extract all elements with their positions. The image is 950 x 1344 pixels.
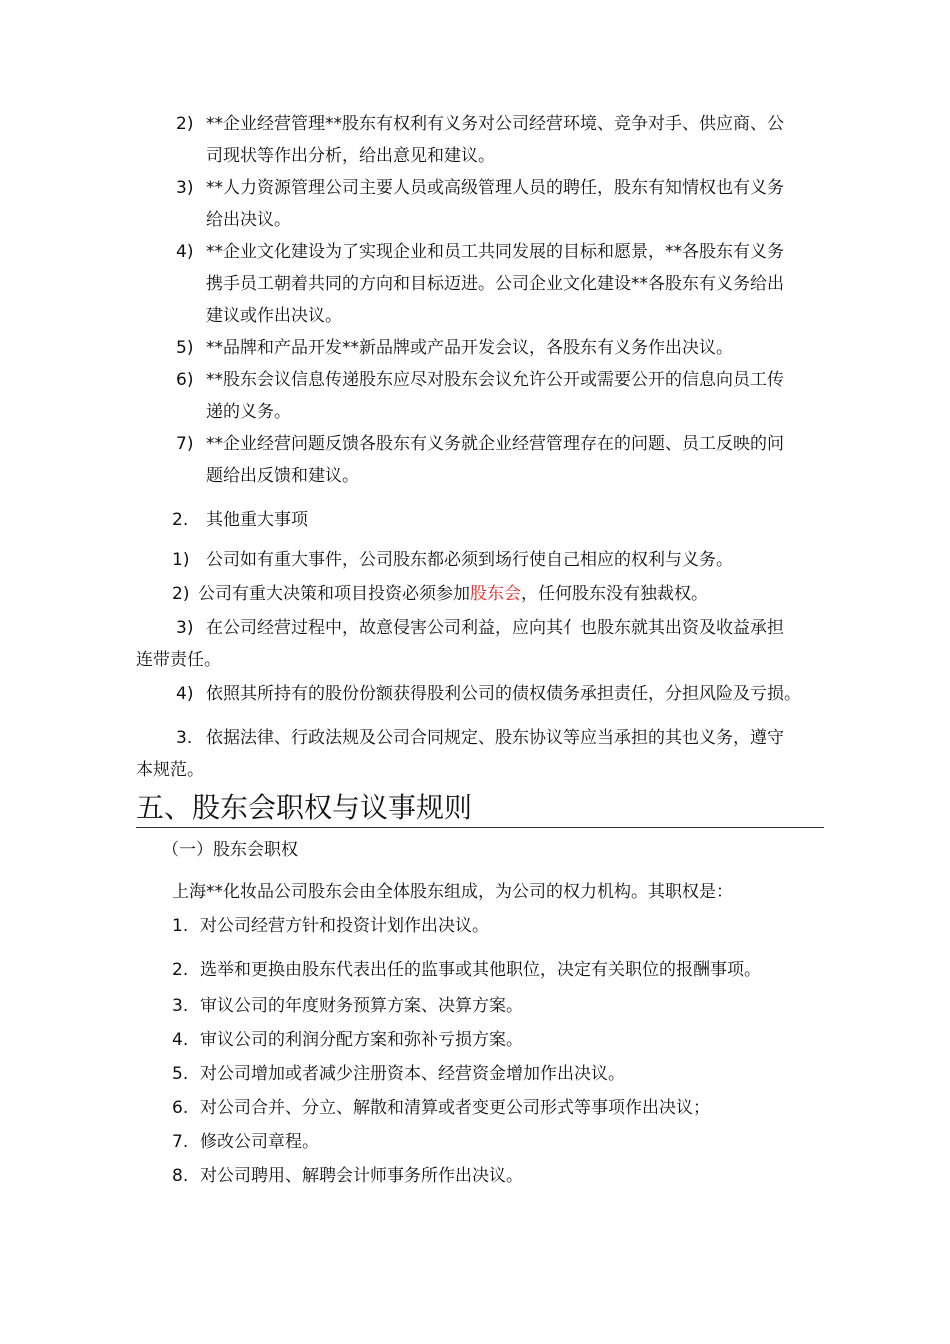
chapter-heading: 五、股东会职权与议事规则 (136, 791, 473, 824)
list-item-text: 对公司增加或者减少注册资本、经营资金增加作出决议。 (200, 1064, 625, 1084)
list-number: 3. (172, 996, 189, 1016)
list-item-text: 建议或作出决议。 (206, 306, 342, 326)
list-item-text: 选举和更换由股东代表出任的监事或其他职位，决定有关职位的报酬事项。 (200, 960, 761, 980)
list-number: 5. (172, 1064, 189, 1084)
list-number: 6) (176, 370, 194, 390)
list-number: 7. (172, 1132, 189, 1152)
intro-paragraph: 上海**化妆品公司股东会由全体股东组成，为公司的权力机构。其职权是： (172, 882, 733, 902)
section-number: 2. (172, 510, 189, 530)
list-item-text: 连带责任。 (136, 650, 221, 670)
paragraph-text: 依据法律、行政法规及公司合同规定、股东协议等应当承担的其也义务，遵守 (206, 728, 784, 748)
highlight-term: 股东会 (470, 584, 521, 604)
paragraph-text: 本规范。 (136, 760, 204, 780)
list-number: 2) (172, 584, 190, 604)
list-number: 4. (172, 1030, 189, 1050)
list-item-text: 携手员工朝着共同的方向和目标迈进。公司企业文化建设**各股东有义务给出 (206, 274, 784, 294)
list-number: 5) (176, 338, 194, 358)
list-item-text-part: ，任何股东没有独裁权。 (521, 584, 708, 604)
list-item-text: 对公司经营方针和投资计划作出决议。 (200, 916, 489, 936)
list-item-text: **股东会议信息传递股东应尽对股东会议允许公开或需要公开的信息向员工传 (206, 370, 784, 390)
list-item-text: 在公司经营过程中，故意侵害公司利益，应向其亻也股东就其出资及收益承担 (206, 618, 784, 638)
list-item-text: 给出决议。 (206, 210, 291, 230)
list-number: 4) (176, 684, 194, 704)
list-item-text: 修改公司章程。 (200, 1132, 319, 1152)
list-item-text: 司现状等作出分析，给出意见和建议。 (206, 146, 495, 166)
list-item-text: **企业文化建设为了实现企业和员工共同发展的目标和愿景，**各股东有义务 (206, 242, 784, 262)
list-item-text: 审议公司的年度财务预算方案、决算方案。 (200, 996, 523, 1016)
list-item-text: **品牌和产品开发**新品牌或产品开发会议，各股东有义务作出决议。 (206, 338, 733, 358)
list-item-text: 对公司合并、分立、解散和清算或者变更公司形式等事项作出决议； (200, 1098, 710, 1118)
list-item-text-part: 公司有重大决策和项目投资必须参加 (198, 584, 470, 604)
list-number: 1) (172, 550, 190, 570)
list-item-text: **企业经营管理**股东有权利有义务对公司经营环境、竞争对手、供应商、公 (206, 114, 784, 134)
subsection-title: （一）股东会职权 (162, 840, 298, 860)
list-number: 1. (172, 916, 189, 936)
list-number: 3) (176, 178, 194, 198)
list-item-text (198, 582, 708, 606)
list-number: 6. (172, 1098, 189, 1118)
list-number: 7) (176, 434, 194, 454)
list-item-text: 递的义务。 (206, 402, 291, 422)
list-number: 2. (172, 960, 189, 980)
list-item-text: **企业经营问题反馈各股东有义务就企业经营管理存在的问题、员工反映的问 (206, 434, 784, 454)
section-number: 3. (176, 728, 193, 748)
list-number: 3) (176, 618, 194, 638)
list-item-text: 对公司聘用、解聘会计师事务所作出决议。 (200, 1166, 523, 1186)
list-item-text: 审议公司的利润分配方案和弥补亏损方案。 (200, 1030, 523, 1050)
heading-underline (136, 827, 824, 828)
list-item-text: 题给出反馈和建议。 (206, 466, 359, 486)
list-item-text: 公司如有重大事件，公司股东都必须到场行使自己相应的权利与义务。 (206, 550, 733, 570)
list-item-text: **人力资源管理公司主要人员或高级管理人员的聘任，股东有知情权也有义务 (206, 178, 784, 198)
list-number: 2) (176, 114, 194, 134)
list-item-text: 依照其所持有的股份份额获得股利公司的债权债务承担责任，分担风险及亏损。 (206, 684, 801, 704)
list-number: 4) (176, 242, 194, 262)
section-title: 其他重大事项 (206, 510, 308, 530)
list-number: 8. (172, 1166, 189, 1186)
